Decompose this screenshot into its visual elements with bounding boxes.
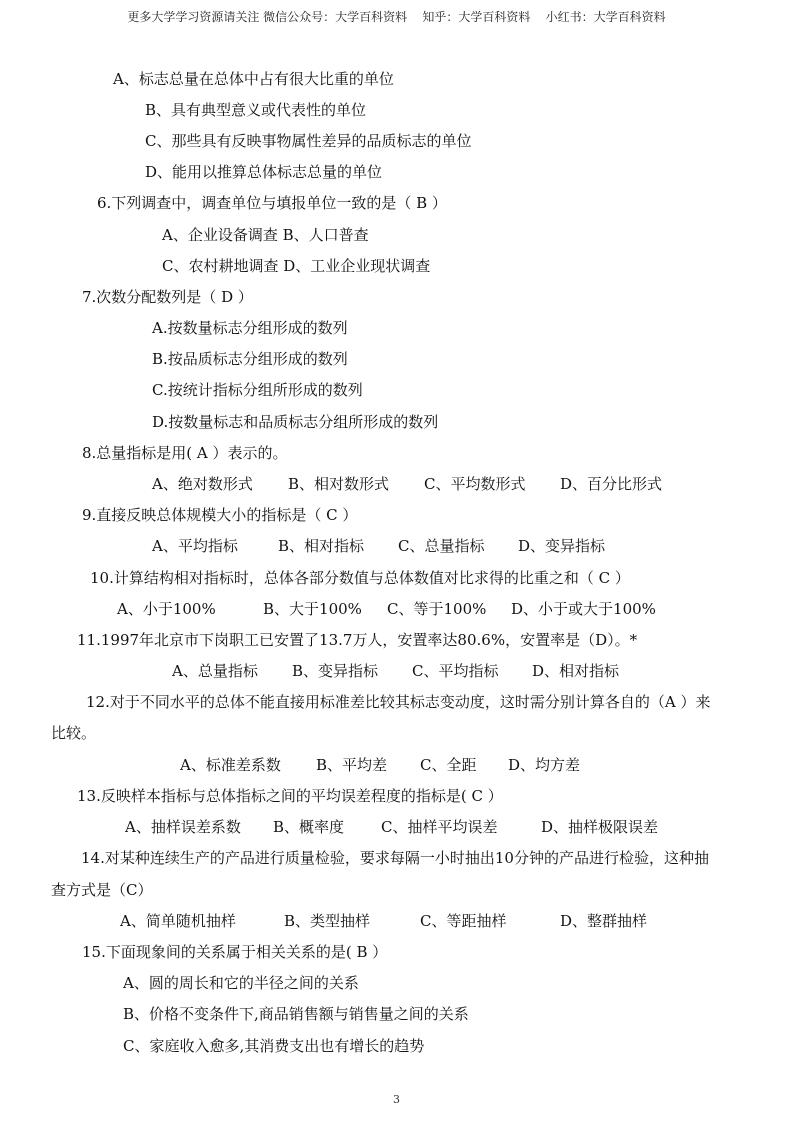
question-14-line-2: 查方式是（C） bbox=[51, 881, 153, 899]
q6-options-cd: C、农村耕地调查 D、工业企业现状调查 bbox=[162, 257, 431, 275]
q13-options bbox=[125, 817, 658, 837]
q11-option-d: D、相对指标 bbox=[532, 662, 620, 680]
question-10: 10.计算结构相对指标时，总体各部分数值与总体数值对比求得的比重之和（ C ） bbox=[90, 569, 630, 587]
question-9: 9.直接反映总体规模大小的指标是（ C ） bbox=[82, 506, 358, 524]
question-11: 11.1997年北京市下岗职工已安置了13.7万人，安置率达80.6%，安置率是（D）。* bbox=[77, 631, 638, 649]
q5-option-c: C、那些具有反映事物属性差异的品质标志的单位 bbox=[145, 132, 472, 150]
q11-options bbox=[172, 661, 619, 681]
q7-option-a: A.按数量标志分组形成的数列 bbox=[152, 319, 348, 337]
question-12-line-1: 12.对于不同水平的总体不能直接用标准差比较其标志变动度，这时需分别计算各自的（A ）来 bbox=[86, 693, 711, 711]
q11-option-c: C、平均指标 bbox=[412, 662, 499, 680]
q9-option-b: B、相对指标 bbox=[278, 537, 365, 555]
q5-option-a: A、标志总量在总体中占有很大比重的单位 bbox=[113, 70, 394, 88]
q8-option-d: D、百分比形式 bbox=[560, 475, 663, 493]
question-7: 7.次数分配数列是（ D ） bbox=[82, 288, 253, 306]
q6-options-ab: A、企业设备调查 B、人口普查 bbox=[162, 226, 369, 244]
q14-option-a: A、简单随机抽样 bbox=[120, 912, 236, 930]
q7-option-d: D.按数量标志和品质标志分组所形成的数列 bbox=[152, 413, 439, 431]
question-14-line-1: 14.对某种连续生产的产品进行质量检验，要求每隔一小时抽出10分钟的产品进行检验，这种抽 bbox=[81, 849, 709, 867]
question-6: 6.下列调查中，调查单位与填报单位一致的是（ B ） bbox=[97, 194, 447, 212]
q13-option-b: B、概率度 bbox=[273, 818, 345, 836]
q10-option-a: A、小于100% bbox=[117, 600, 216, 618]
question-13: 13.反映样本指标与总体指标之间的平均误差程度的指标是( C ） bbox=[77, 787, 503, 805]
page-header: 更多大学学习资源请关注 微信公众号：大学百科资料 知乎：大学百科资料 小红书：大学百科资料 bbox=[127, 10, 666, 24]
q8-option-b: B、相对数形式 bbox=[288, 475, 390, 493]
q12-option-c: C、全距 bbox=[420, 756, 477, 774]
q8-options bbox=[152, 474, 662, 494]
q8-option-c: C、平均数形式 bbox=[424, 475, 526, 493]
q12-options bbox=[180, 755, 580, 775]
q12-option-b: B、平均差 bbox=[316, 756, 388, 774]
q10-options bbox=[117, 599, 656, 619]
page-number: 3 bbox=[393, 1093, 400, 1106]
q14-option-b: B、类型抽样 bbox=[284, 912, 371, 930]
question-15: 15.下面现象间的关系属于相关关系的是( B ） bbox=[82, 943, 388, 961]
q10-option-b: B、大于100% bbox=[263, 600, 362, 618]
q14-option-d: D、整群抽样 bbox=[560, 912, 648, 930]
q9-option-d: D、变异指标 bbox=[518, 537, 606, 555]
q14-options bbox=[120, 911, 647, 931]
q15-option-b: B、价格不变条件下,商品销售额与销售量之间的关系 bbox=[123, 1005, 469, 1023]
q11-option-a: A、总量指标 bbox=[172, 662, 258, 680]
question-12-line-2: 比较。 bbox=[51, 724, 97, 742]
q7-option-b: B.按品质标志分组形成的数列 bbox=[152, 350, 348, 368]
q13-option-c: C、抽样平均误差 bbox=[381, 818, 498, 836]
question-8: 8.总量指标是用( A ）表示的。 bbox=[82, 444, 288, 462]
q13-option-a: A、抽样误差系数 bbox=[125, 818, 241, 836]
q14-option-c: C、等距抽样 bbox=[420, 912, 507, 930]
q10-option-d: D、小于或大于100% bbox=[511, 600, 656, 618]
q7-option-c: C.按统计指标分组所形成的数列 bbox=[152, 381, 363, 399]
q11-option-b: B、变异指标 bbox=[292, 662, 379, 680]
q5-option-d: D、能用以推算总体标志总量的单位 bbox=[145, 163, 383, 181]
q13-option-d: D、抽样极限误差 bbox=[541, 818, 659, 836]
q9-option-a: A、平均指标 bbox=[152, 537, 238, 555]
q5-option-b: B、具有典型意义或代表性的单位 bbox=[145, 101, 367, 119]
q15-option-c: C、家庭收入愈多,其消费支出也有增长的趋势 bbox=[123, 1037, 425, 1055]
q9-options bbox=[152, 536, 605, 556]
q12-option-a: A、标准差系数 bbox=[180, 756, 281, 774]
q9-option-c: C、总量指标 bbox=[398, 537, 485, 555]
q8-option-a: A、绝对数形式 bbox=[152, 475, 253, 493]
q15-option-a: A、圆的周长和它的半径之间的关系 bbox=[123, 974, 359, 992]
q10-option-c: C、等于100% bbox=[387, 600, 487, 618]
q12-option-d: D、均方差 bbox=[508, 756, 581, 774]
